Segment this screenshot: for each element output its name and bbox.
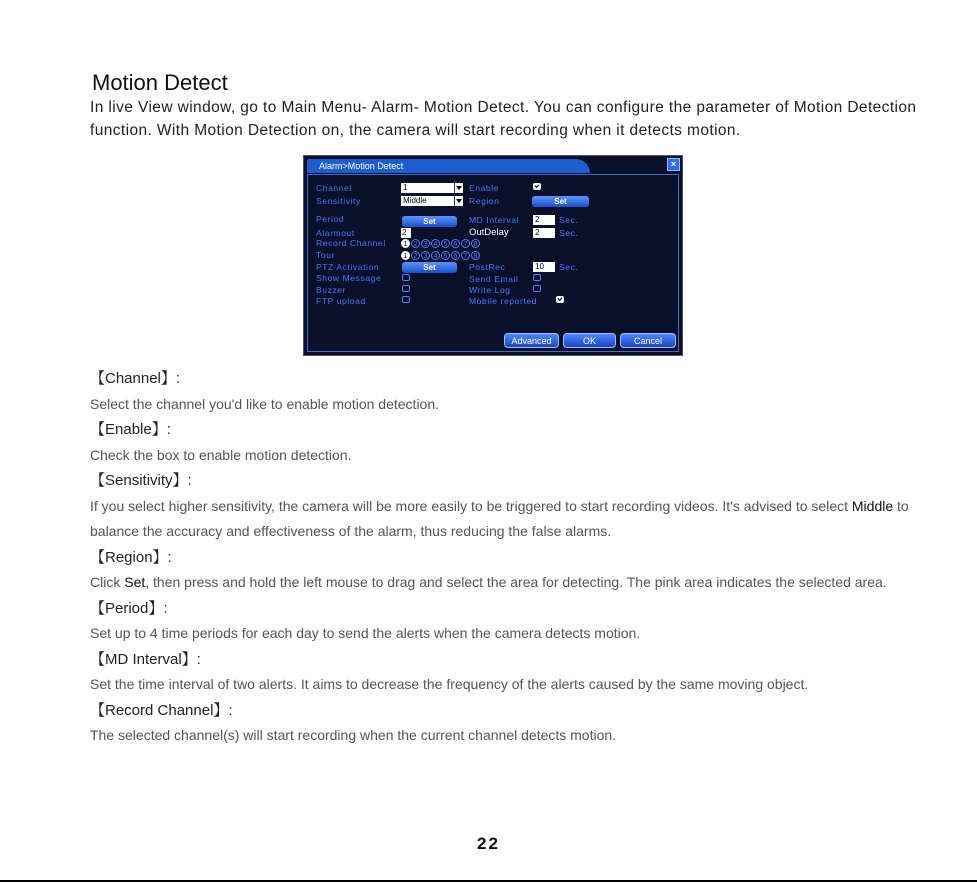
region-set-button[interactable]: Set [532,196,589,207]
chevron-down-icon[interactable] [454,196,463,206]
outdelay-field[interactable]: 2 [533,228,555,238]
alarmout-label: Alarmout [316,228,355,238]
section-body: Select the channel you'd like to enable motion detection. [90,395,440,412]
section-body: Set the time interval of two alerts. It aims to decrease the frequency of the alerts caused by the same moving object. [90,676,809,692]
close-icon[interactable]: × [667,158,680,171]
intro-paragraph: In live View window, go to Main Menu- Alarm- Motion Detect. You can configure the parameter of Motion Detection function. With Motion Detection on, the camera will start recording when it detects motion. [90,99,917,139]
section-body: Check the box to enable motion detection. [90,446,352,463]
postrec-label: PostRec [469,262,506,272]
record-channel-1[interactable]: 1 [401,239,410,248]
channel-select[interactable]: 1 [401,183,454,193]
write-log-label: Write Log [469,285,511,295]
record-channel-label: Record Channel [316,238,386,248]
send-email-checkbox[interactable] [533,274,541,281]
record-channel-7[interactable]: 7 [461,239,470,248]
section-body: The selected channel(s) will start recording when the current channel detects motion. [90,727,617,743]
md-interval-field[interactable]: 2 [533,215,555,225]
page-heading: Motion Detect [92,70,228,95]
outdelay-label: OutDelay [469,227,509,238]
record-channel-4[interactable]: 4 [431,239,440,248]
postrec-unit: Sec. [559,262,579,272]
show-message-checkbox[interactable] [402,274,410,281]
tour-label: Tour [316,250,335,260]
sensitivity-select[interactable]: Middle [401,196,454,206]
alarmout-field[interactable]: 2 [401,228,411,238]
cancel-button[interactable]: Cancel [620,333,676,348]
period-set-button[interactable]: Set [402,216,457,227]
buzzer-checkbox[interactable] [402,285,410,292]
ftp-upload-checkbox[interactable] [402,296,410,303]
dialog-frame [303,155,683,356]
page-number: 22 [477,834,500,853]
tour-channel-2[interactable]: 2 [411,251,420,260]
sensitivity-label: Sensitivity [316,196,361,206]
ptz-set-button[interactable]: Set [402,262,457,273]
section-title: 【Channel】: [90,370,181,387]
buzzer-label: Buzzer [316,285,347,295]
record-channel-5[interactable]: 5 [441,239,450,248]
md-interval-label: MD Interval [469,215,520,225]
ok-button[interactable]: OK [563,333,616,348]
section-title: 【Sensitivity】: [90,472,192,489]
tour-channel-4[interactable]: 4 [431,251,440,260]
dialog-title: Alarm>Motion Detect [319,161,404,171]
section-body-emphasis: Set [124,574,146,590]
record-channel-2[interactable]: 2 [411,239,420,248]
tour-channel-selector [401,251,480,260]
section-body [90,570,950,596]
write-log-checkbox[interactable] [533,285,541,292]
record-channel-6[interactable]: 6 [451,239,460,248]
md-interval-unit: Sec. [559,215,579,225]
tour-channel-3[interactable]: 3 [421,251,430,260]
section-body: Set up to 4 time periods for each day to send the alerts when the camera detects motion. [90,625,641,641]
record-channel-selector [401,239,480,248]
section-body-emphasis: Middle [851,497,894,514]
postrec-field[interactable]: 10 [533,262,555,272]
section-body-text: If you select higher sensitivity, the camera will be more easily to be triggered to start recording videos. It's advised to select [90,497,852,514]
motion-detect-dialog-screenshot [303,155,683,356]
section-title: 【Record Channel】: [90,701,233,719]
enable-label: Enable [469,183,500,193]
show-message-label: Show Message [316,273,382,283]
advanced-button[interactable]: Advanced [504,333,559,348]
ptz-activation-label: PTZ Activation [316,262,380,272]
dialog-titlebar [307,159,590,173]
section-body [90,494,950,545]
section-body-text: Click [90,574,125,590]
section-title: 【MD Interval】: [90,650,201,668]
section-title: 【Region】: [90,548,172,566]
section-body-text: , then press and hold the left mouse to drag and select the area for detecting. The pink area indicates the selected area. [145,574,887,590]
tour-channel-7[interactable]: 7 [461,251,470,260]
sections-list [90,366,950,749]
tour-channel-1[interactable]: 1 [401,251,410,260]
bottom-rule [0,880,977,882]
outdelay-unit: Sec. [559,228,579,238]
chevron-down-icon[interactable] [454,183,463,193]
channel-label: Channel [316,183,352,193]
region-label: Region [469,196,500,206]
ftp-upload-label: FTP upload [316,296,366,306]
section-title: 【Enable】: [90,421,171,438]
mobile-reported-label: Mobile reported [469,296,538,306]
mobile-reported-checkbox[interactable] [556,296,564,303]
tour-channel-5[interactable]: 5 [441,251,450,260]
tour-channel-6[interactable]: 6 [451,251,460,260]
enable-checkbox[interactable] [533,183,541,190]
send-email-label: Send Email [469,274,519,284]
record-channel-3[interactable]: 3 [421,239,430,248]
section-title: 【Period】: [90,599,168,617]
period-label: Period [316,214,345,224]
section-body-text: to balance the accuracy and effectiveness of the alarm, thus reducing the false alarms. [90,497,909,539]
record-channel-8[interactable]: 8 [471,239,480,248]
tour-channel-8[interactable]: 8 [471,251,480,260]
